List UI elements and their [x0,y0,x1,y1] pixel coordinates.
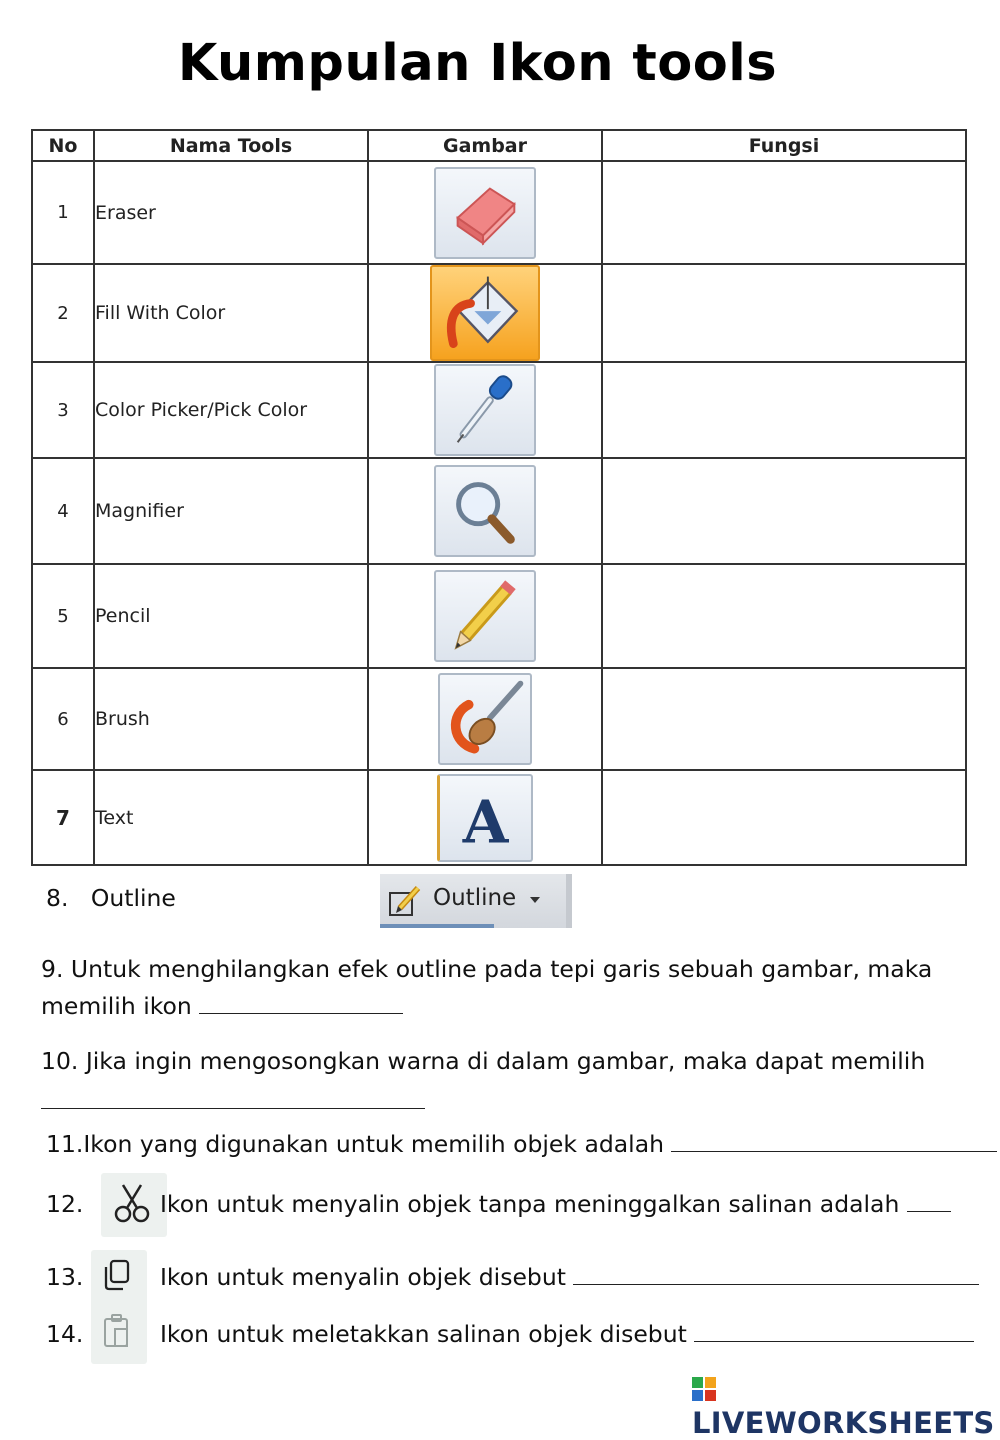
tool-image-cell [368,770,602,865]
q13-number: 13. [46,1263,84,1291]
table-row [32,362,966,458]
table-row [32,770,966,865]
tool-name: Brush [94,668,368,770]
dropdown-arrow-icon [530,897,540,903]
liveworksheets-logo-icon [692,1377,716,1401]
q14-line [160,1320,974,1348]
q9-text: memilih ikon [41,992,192,1020]
table-row [32,668,966,770]
brush-icon [438,673,532,765]
header-nama-tools: Nama Tools [94,130,368,161]
pencil-icon [434,570,536,662]
outline-button-label: Outline [433,885,517,911]
tools-table [31,129,967,866]
q11-answer-blank[interactable] [671,1150,997,1152]
tool-name: Fill With Color [94,264,368,362]
q13-line [160,1263,979,1291]
row-number: 5 [32,564,94,668]
scissors-icon [101,1173,167,1237]
magnifier-icon [434,465,536,557]
table-row [32,161,966,264]
color-picker-icon [434,364,536,456]
tool-name: Pencil [94,564,368,668]
q13-answer-blank[interactable] [573,1283,979,1285]
brand-text: LIVEWORKSHEETS [692,1406,995,1440]
header-no: No [32,130,94,161]
q12-line [160,1190,951,1218]
fungsi-answer-cell[interactable] [602,564,966,668]
q10-line1: 10. Jika ingin mengosongkan warna di dalam gambar, maka dapat memilih [41,1047,926,1075]
tool-image-cell [368,458,602,564]
q12-answer-blank[interactable] [907,1210,951,1212]
header-gambar: Gambar [368,130,602,161]
q11-text: 11.Ikon yang digunakan untuk memilih objek adalah [46,1130,664,1158]
fungsi-answer-cell[interactable] [602,458,966,564]
row-number: 4 [32,458,94,564]
outline-pencil-icon [388,885,424,917]
q9-line2 [41,992,403,1020]
tool-image-cell [368,264,602,362]
q8-text: Outline [90,884,176,912]
q12-number: 12. [46,1190,84,1218]
svg-text:A: A [462,787,509,857]
q8-number: 8. [46,884,69,912]
tool-image-cell [368,161,602,264]
paint-bucket-icon [430,265,540,361]
page-title: Kumpulan Ikon tools [177,34,778,93]
q11-line [46,1130,997,1158]
table-header-row [32,130,966,161]
text-icon [437,774,533,862]
outline-button[interactable] [380,874,572,928]
row-number: 1 [32,161,94,264]
tool-image-cell [368,668,602,770]
table-row [32,264,966,362]
q9-line1: 9. Untuk menghilangkan efek outline pada tepi garis sebuah gambar, maka [41,955,933,983]
q14-number: 14. [46,1320,84,1348]
liveworksheets-logo [692,1372,1000,1440]
tool-image-cell [368,564,602,668]
table-row [32,564,966,668]
eraser-icon [434,167,536,259]
fungsi-answer-cell[interactable] [602,770,966,865]
paste-icon [91,1302,147,1364]
table-row [32,458,966,564]
q10-answer-blank[interactable] [41,1108,425,1109]
fungsi-answer-cell[interactable] [602,264,966,362]
q14-text: Ikon untuk meletakkan salinan objek disebut [160,1320,687,1348]
tool-name: Color Picker/Pick Color [94,362,368,458]
q12-text: Ikon untuk menyalin objek tanpa meninggalkan salinan adalah [160,1190,900,1218]
q13-text: Ikon untuk menyalin objek disebut [160,1263,566,1291]
header-fungsi: Fungsi [602,130,966,161]
row-number: 6 [32,668,94,770]
row-number: 7 [32,770,94,865]
tool-name: Text [94,770,368,865]
fungsi-answer-cell[interactable] [602,161,966,264]
row-number: 3 [32,362,94,458]
tool-name: Magnifier [94,458,368,564]
tool-image-cell [368,362,602,458]
fungsi-answer-cell[interactable] [602,362,966,458]
q8-label [46,884,176,912]
row-number: 2 [32,264,94,362]
q9-answer-blank[interactable] [199,1012,403,1014]
outline-color-bar [380,924,494,928]
fungsi-answer-cell[interactable] [602,668,966,770]
q14-answer-blank[interactable] [694,1340,974,1342]
tool-name: Eraser [94,161,368,264]
